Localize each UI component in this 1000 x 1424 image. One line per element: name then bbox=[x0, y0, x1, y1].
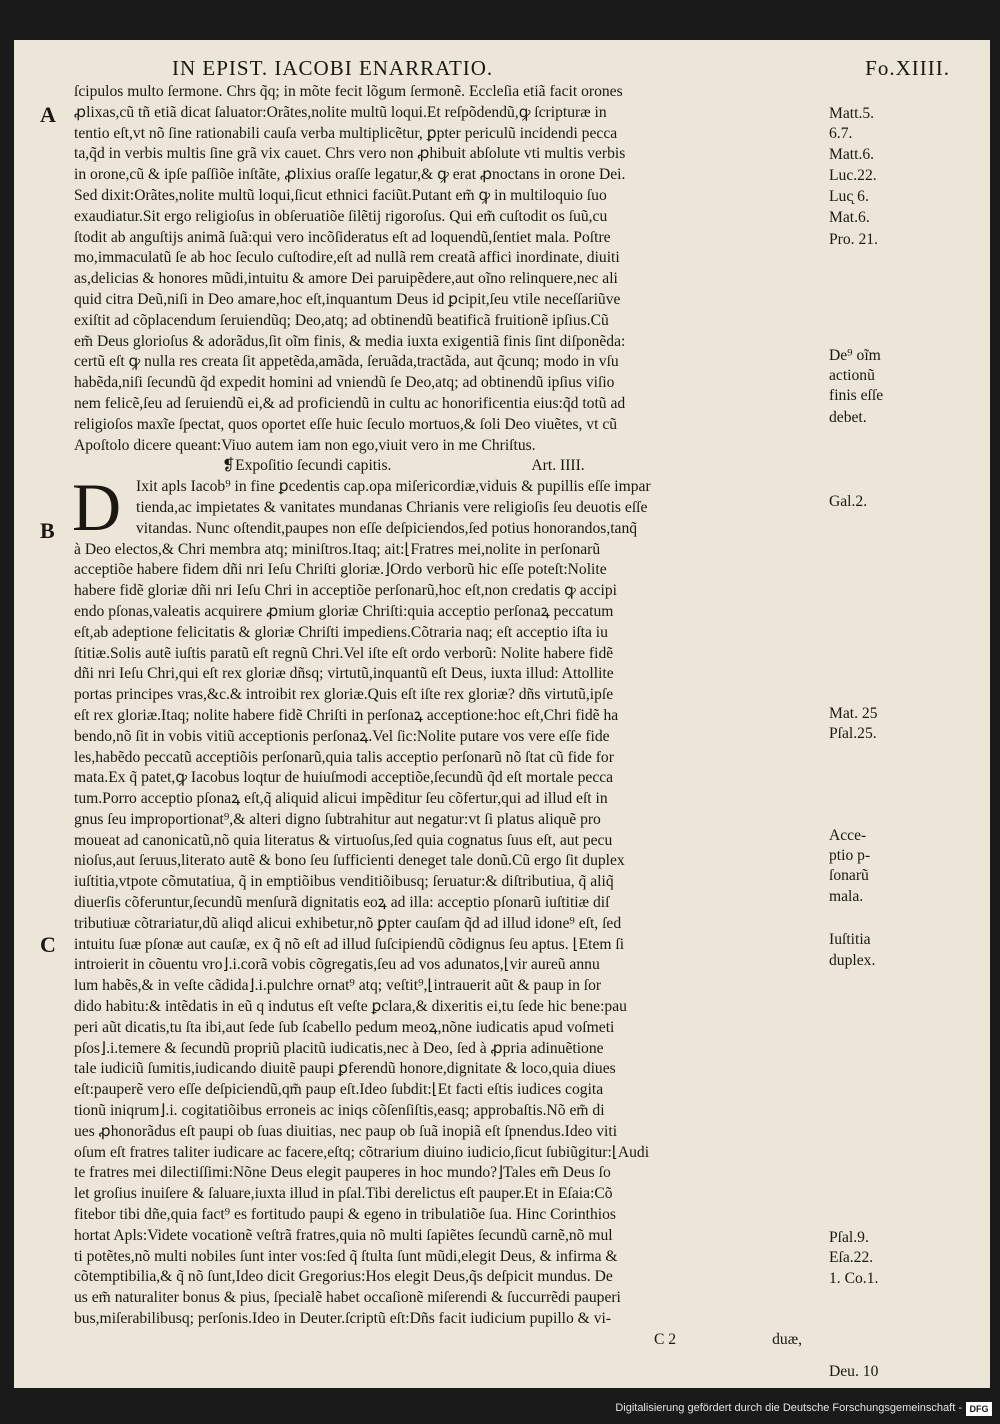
text-line: eſt rex gloriæ.Itaq; nolite habere fidẽ Chriſti in perſonaꝝ acceptione:hoc eſt,Chri fidẽ ha bbox=[74, 706, 619, 724]
text-line: habẽda,niſi ſecundũ q̃d expedit homini ad vniendũ ſe Deo,atq; ad obtinendũ ipſius viſio bbox=[74, 374, 615, 392]
paragraph-2-opening bbox=[72, 469, 809, 546]
text-line: iuſtitia,vtpote cõmutatiua, q̃ in emptiõibus venditiõibusq; ſeruatur:& diſtributiua, q̃ aliq̃ bbox=[74, 873, 614, 891]
text-line: certũ eſt ꝙ nulla res creata ſit appetẽda,amãda, ſeruãda,tractãda, aut q̃cunq; modo in vſu bbox=[74, 353, 619, 371]
text-line: endo pſonas,valeatis acquirere ꝓmium gloriæ Chriſti:quia acceptio perſonaꝝ peccatum bbox=[74, 602, 614, 620]
text-line: eſt:pauperẽ vero eſſe deſpiciendũ,qm̃ paup eſt.Ideo ſubdit:⌊Et facti eſtis iudices cogita bbox=[74, 1081, 604, 1099]
marginal-note: De⁹ oĩm bbox=[829, 347, 881, 364]
marginal-note: Pſal.9. bbox=[829, 1229, 869, 1246]
text-line: fitebor tibi dñe,quia fact⁹ es fortitudo paupi & egeno in tribulatiõe ſua. Hinc Corinthios bbox=[74, 1206, 616, 1224]
text-line: eſt,ab adeptione felicitatis & gloriæ Chriſti impediens.Cõtraria naq; eſt acceptio iſta iu bbox=[74, 623, 608, 641]
text-line: ues ꝓhonorãdus eſt paupi ob ſuas diuitias, nec paup ob ſuã inopiã eſt ſpnendus.Ideo viti bbox=[74, 1122, 618, 1140]
marginal-note: Deu. 10 bbox=[829, 1363, 879, 1380]
signature-mark: C 2 bbox=[654, 1330, 677, 1348]
text-line: cõtemptibilia,& q̃ nõ ſunt,Ideo dicit Gregorius:Hos elegit Deus,q̃s deſpicit mundus. De bbox=[74, 1268, 613, 1286]
text-line: exiſtit ad cõplacendum ſeruiendũq; Deo,atq; ad obtinendũ beatificã fruitionẽ ipſius.Cũ bbox=[74, 311, 609, 329]
marginal-note: Eſa.22. bbox=[829, 1249, 874, 1266]
marginal-note: mala. bbox=[829, 888, 864, 905]
marginal-note: 1. Co.1. bbox=[829, 1270, 879, 1287]
text-line: tum.Porro acceptio pſonaꝝ eſt,q̃ aliquid alicui impẽditur ſeu cõfertur,qui ad illud eſt in bbox=[74, 790, 608, 808]
text-line: religioſos maxĩe ſpectat, quos oportet eſſe huic ſeculo mortuos,& ſoli Deo viuẽtes, vt cũ bbox=[74, 415, 618, 433]
text-line: mata.Ex q̃ patet,ꝙ Iacobus loqtur de huiuſmodi acceptiõe,ſecundũ q̃d eſt mortale pecca bbox=[74, 769, 614, 787]
folio-number: Fo.XIIII. bbox=[865, 56, 950, 80]
marginal-note: Iuſtitia bbox=[829, 931, 871, 948]
text-line: oſum eſt fratres taliter iudicare ac facere,eſtq; cõtrarium diuino iudicio,ſicut ſubiũgitur:⌊Audi bbox=[74, 1143, 650, 1161]
text-line: dñi nri Ieſu Chri,qui eſt rex gloriæ dñsq; virtutũ,inquantũ eſt Deus, iuxta illud: Attollite bbox=[74, 665, 614, 683]
marginal-note: 6.7. bbox=[829, 125, 853, 142]
dfg-logo: DFG bbox=[966, 1402, 992, 1416]
text-line: ta,q̃d in verbis multis ſine grã vix cauet. Chrs vero non ꝓhibuit abſolute vti multis verbis bbox=[74, 145, 626, 163]
text-line: mo,immaculatũ ſe ab hoc ſeculo cuſtodire,eſt ad nullã rem creatã affici inordinate, diuiti bbox=[74, 249, 620, 267]
text-line: ſcipulos multo ſermone. Chrs q̃q; in mõte fecit lõgum ſermonẽ. Eccleſia etiã facit orones bbox=[74, 83, 623, 100]
marginal-note: ptio p- bbox=[829, 847, 871, 864]
text-line: lum habẽs,& in veſte cãdida⌋.i.pulchre ornat⁹ atq; veſtit⁹,⌊intrauerit aũt & paup in ſor bbox=[74, 977, 602, 995]
text-line: diuerſis cõferuntur,ſecundũ menſurã dignitatis eoꝝ ad illa: acceptio pſonarũ iuſtitiæ diſ bbox=[74, 894, 610, 912]
text-line: tienda,ac impietates & vanitates mundanas Chrianis vere religioſis ſeu deuotis eſſe bbox=[136, 498, 648, 516]
marginal-note: Luc.22. bbox=[829, 167, 877, 184]
margin-letter-a: A bbox=[40, 102, 56, 127]
text-line: em̃ Deus glorioſus & adorãdus,ſit oĩm finis, & media iuxta exigentiã finis ſint diſponẽda: bbox=[74, 332, 626, 350]
text-line: portas principes vras,&c.& introibit rex gloriæ.Quis eſt iſte rex gloriæ? dñs virtutũ,ipſe bbox=[74, 686, 614, 704]
marginal-note: Mat.6. bbox=[829, 209, 870, 226]
text-line: à Deo electos,& Chri membra atq; miniſtros.Itaq; ait:⌊Fratres mei,nolite in perſonarũ bbox=[74, 540, 601, 558]
text-line: tale iudiciũ ſumitis,iudicando diuitẽ paupi ꝑferendũ honore,dignitate & loco,quia diues bbox=[74, 1060, 616, 1078]
text-line: habere fidẽ gloriæ dñi nri Ieſu Chri in acceptiõe perſonarũ,hoc eſt,non credatis ꝙ accipi bbox=[74, 582, 617, 600]
marginal-note: Matt.6. bbox=[829, 146, 875, 163]
marginal-note: finis eſſe bbox=[829, 387, 884, 404]
footer-bar bbox=[0, 1396, 1000, 1424]
book-page bbox=[14, 40, 990, 1388]
page-header bbox=[74, 52, 950, 86]
text-line: ſtitiæ.Solis autẽ iuſtis paratũ eſt regnũ Chri.Vel iſte eſt ordo verborũ: Nolite habere fidẽ bbox=[74, 644, 614, 662]
text-line: Ixit apls Iacob⁹ in fine ꝑcedentis cap.opa miſericordiæ,viduis & pupillis eſſe impar bbox=[136, 478, 651, 496]
text-line: bendo,nõ ſit in vobis vitiũ acceptionis perſonaꝝ.Vel ſic:Nolite putare vos vere eſſe fide bbox=[74, 727, 610, 745]
text-line: nioſus,aut ſeruus,literato autẽ & bono ſeu ſufficienti deneget tale donũ.Cũ ergo ſit duplex bbox=[74, 852, 625, 870]
text-line: moueat ad canonicatũ,nõ quia literatus & virtuoſus,ſed quia cognatus ſuus eſt, aut pecu bbox=[74, 831, 613, 849]
text-line: as,delicias & honores mũdi,intuitu & amore Dei paruipẽdere,aut oĩno relinquere,nec ali bbox=[74, 270, 618, 288]
text-line: dido habitu:& intẽdatis in eũ q indutus eſt veſte ꝑclara,& dixeritis ei,tu ſede hic bene:pau bbox=[74, 998, 627, 1016]
text-line: ſtodit ab anguſtijs animã ſuã:qui vero incõſideratus eſt ad loquendũ,ſentiet mala. Poſtre bbox=[74, 228, 611, 246]
text-line: in orone,cũ & ipſe paſſiõe inſtãte, ꝓlixius oraſſe legatur,& ꝙ erat ꝓnoctans in orone Dei. bbox=[74, 166, 626, 184]
text-line: tributiuæ cõtrariatur,dũ aliqd alicui exhibetur,nõ ꝑpter cauſam q̃d ad illud idone⁹ eſt, ſed bbox=[74, 914, 622, 932]
marginal-note: Luc̨ 6. bbox=[829, 188, 869, 205]
text-line: us em̃ naturaliter bonus & pius, ſpecialẽ habet occaſionẽ miſerendi & ſuccurrẽdi pauperi bbox=[74, 1289, 621, 1307]
text-line: Sed dixit:Orãtes,nolite multũ loqui,ſicut ethnici faciũt.Putant em̃ ꝙ in multiloquio ſuo bbox=[74, 186, 607, 204]
drop-cap-block bbox=[72, 469, 809, 546]
text-line: intuitu ſuæ pſonæ aut cauſæ, ex q̃ nõ eſt ad illud ſuſcipiendũ cõdignus ſeu aptus. ⌊Etem ſi bbox=[74, 935, 625, 953]
text-line: nem felicẽ,ſeu ad ſeruiendũ ei,& ad proficiendũ in cultu ac honorificentia eius:q̃d totũ ad bbox=[74, 394, 626, 412]
main-text bbox=[74, 82, 809, 1351]
margin-letter-b: B bbox=[40, 518, 55, 543]
text-line: vitandas. Nunc oſtendit,paupes non eſſe deſpiciendos,ſed potius honorandos,tanq̃ bbox=[136, 519, 638, 537]
text-line: te fratres mei dilectiſſimi:Nõne Deus elegit pauperes in hoc mundo?⌋Tales em̃ Deus ſo bbox=[74, 1164, 611, 1182]
catchline bbox=[74, 1330, 809, 1351]
text-line: gnus ſeu improportionat⁹,& alteri digno ſubtrahitur aut negatur:vt ſi platus aliquẽ pro bbox=[74, 810, 601, 828]
marginal-note: duplex. bbox=[829, 952, 876, 969]
heading-text: ❡Expoſitio ſecundi capitis. bbox=[222, 457, 392, 475]
marginal-note: Acce- bbox=[829, 827, 867, 844]
text-line: acceptiõe habere fidem dñi nri Ieſu Chriſti gloriæ.⌋Ordo verborũ hic eſſe poteſt:Nolite bbox=[74, 561, 607, 579]
marginal-note: ſonarũ bbox=[829, 867, 869, 884]
text-line: tionũ iniqrum⌋.i. cogitatiõibus erroneis ac iniqs cõſenſiſtis,easq; approbaſtis.Nõ em̃ di bbox=[74, 1102, 605, 1120]
marginal-note: Matt.5. bbox=[829, 105, 875, 122]
catchword: duæ, bbox=[772, 1330, 803, 1348]
paragraph-2 bbox=[74, 540, 809, 1330]
text-line: hortat Apls:Videte vocationẽ veſtrã fratres,quia nõ multi ſapiẽtes ſecundũ carnẽ,nõ mul bbox=[74, 1226, 613, 1244]
text-line: exaudiatur.Sit ergo religioſus in obſeruatiõe ſilẽtij rigoroſus. Qui em̃ cuſtodit os ſuũ,cu bbox=[74, 207, 608, 225]
text-line: peri aũt dicatis,tu ſta ibi,aut ſede ſub ſcabello pedum meoꝝ,nõne iudicatis apud voſmeti bbox=[74, 1018, 615, 1036]
text-line: pſos⌋.i.temere & ſecundũ propriũ placitũ iudicatis,nec à Deo, ſed à ꝓpria adinuẽtione bbox=[74, 1039, 604, 1057]
marginal-note: Pro. 21. bbox=[829, 231, 878, 248]
text-line: let groſius inuiſere & ſaluare,iuxta illud in pſal.Tibi derelictus eſt pauper.Et in Eſaia:Cõ bbox=[74, 1185, 613, 1203]
running-title: IN EPIST. IACOBI ENARRATIO. bbox=[172, 56, 494, 80]
paragraph-1 bbox=[74, 82, 809, 456]
text-line: quid citra Deũ,niſi in Deo amare,hoc eſt,inquantum Deus id ꝑcipit,ſeu vtile neceſſariũve bbox=[74, 290, 621, 308]
text-line: ti potẽtes,nõ multi nobiles ſunt inter vos:ſed q̃ ſtulta ſunt mũdi,elegit Deus, & infirma & bbox=[74, 1247, 618, 1265]
marginal-note: Gal.2. bbox=[829, 493, 868, 510]
marginal-note: Pſal.25. bbox=[829, 725, 877, 742]
text-line: les,habẽdo peccatũ acceptiõis perſonarũ,quia talis acceptio perſonarũ nõ ſtat cũ fide for bbox=[74, 748, 614, 766]
text-line: tentio eſt,vt nõ ſine rationabili cauſa verba multiplicẽtur, ꝑpter periculũ incidendi pecca bbox=[74, 124, 618, 142]
section-heading bbox=[74, 456, 809, 477]
text-line: introierit in cõuentu vro⌋.i.corã vobis cõgregatis,ſeu ad vos adunatos,⌊vir aureũ annu bbox=[74, 956, 600, 974]
funding-note: Digitalisierung gefördert durch die Deutsche Forschungsgemeinschaft - bbox=[615, 1402, 962, 1414]
marginal-note: actionũ bbox=[829, 367, 875, 384]
text-line: ꝓlixas,cũ tñ etiã dicat ſaluator:Orãtes,nolite multũ loqui.Et reſpõdendũ,ꝙ ſcripturæ in bbox=[74, 103, 607, 121]
marginal-note: Mat. 25 bbox=[829, 705, 878, 722]
margin-letter-c: C bbox=[40, 932, 56, 957]
marginal-note: debet. bbox=[829, 409, 867, 426]
text-line: Apoſtolo dicere queant:Viuo autem iam non ego,viuit vero in me Chriſtus. bbox=[74, 436, 536, 454]
drop-cap: D bbox=[72, 469, 122, 546]
article-number: Art. IIII. bbox=[531, 457, 585, 475]
text-line: bus,miſerabilibusq; perſonis.Ideo in Deuter.ſcriptũ eſt:Dñs facit iudicium pupillo & vi- bbox=[74, 1310, 612, 1328]
